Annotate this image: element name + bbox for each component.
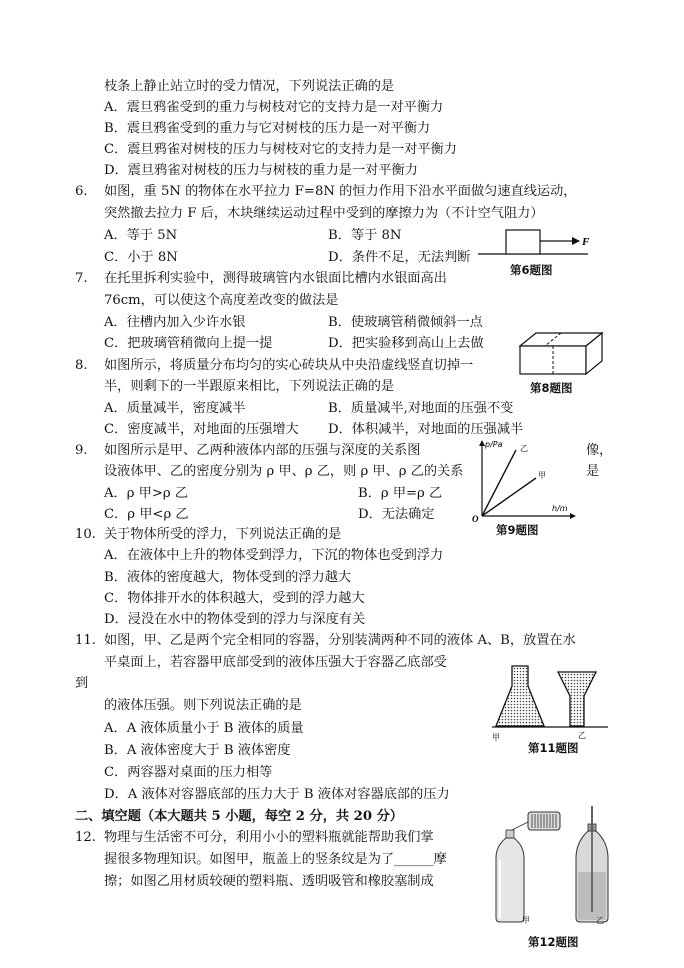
q9-stem-line2-end: 是 [586, 464, 600, 479]
q7-number: 7. [75, 271, 88, 286]
q7-option-a: A．往槽内加入少许水银 [104, 315, 246, 330]
q9-option-a: A．ρ 甲>ρ 乙 [104, 486, 189, 501]
q11-stem-line3: 到 [75, 676, 89, 691]
q6-option-c: C．小于 8N [104, 250, 178, 265]
q6-figure [478, 224, 598, 260]
q9-y-label: p/Pa [485, 440, 503, 449]
q6-option-a: A．等于 5N [104, 228, 178, 243]
q8-number: 8. [75, 358, 88, 373]
q5-option-b: B．震旦鸦雀受到的重力与它对树枝的压力是一对平衡力 [104, 121, 431, 136]
q11-containers-figure [492, 658, 612, 742]
q12-stem-line2: 握很多物理知识。如图甲，瓶盖上的竖条纹是为了______摩 [104, 852, 447, 867]
q9-stem-line1-end: 像， [586, 443, 613, 458]
q9-option-b: B．ρ 甲=ρ 乙 [358, 486, 443, 501]
q7-stem-line2: 76cm，可以使这个高度差改变的做法是 [104, 293, 339, 308]
q12-number: 12. [75, 830, 96, 845]
q5-option-d: D．震旦鸦雀对树枝的压力与树枝的重力是一对平衡力 [104, 163, 418, 178]
q8-option-c: C．密度减半，对地面的压强增大 [104, 422, 299, 437]
q11-stem-line4: 的液体压强。则下列说法正确的是 [104, 698, 302, 713]
q6-stem-line2: 突然撤去拉力 F 后，木块继续运动过程中受到的摩擦力为（不计空气阻力） [104, 206, 544, 221]
q12-stem-line3: 擦；如图乙用材质较硬的塑料瓶、透明吸管和橡胶塞制成 [104, 874, 434, 889]
q9-line-jia: 甲 [538, 471, 546, 480]
q6-force-label: F [582, 236, 590, 248]
q10-option-a: A．在液体中上升的物体受到浮力，下沉的物体也受到浮力 [104, 548, 444, 563]
q5-option-c: C．震旦鸦雀对树枝的压力与树枝对它的支持力是一对平衡力 [104, 142, 457, 157]
q8-caption: 第8题图 [530, 381, 573, 395]
q8-option-d: D．体积减半，对地面的压强减半 [328, 422, 524, 437]
q12-bottles-figure [494, 800, 624, 926]
q9-option-d: D．无法确定 [358, 507, 435, 522]
q6-stem-line1: 如图，重 5N 的物体在水平拉力 F=8N 的恒力作用下沿水平面做匀速直线运动， [104, 184, 577, 199]
q8-brick-figure [518, 330, 604, 380]
q6-caption: 第6题图 [510, 263, 553, 277]
q9-stem-line1: 如图所示是甲、乙两种液体内部的压强与深度的关系图 [104, 443, 421, 458]
q9-option-c: C．ρ 甲<ρ 乙 [104, 507, 189, 522]
q11-stem-line1: 如图，甲、乙是两个完全相同的容器，分别装满两种不同的液体 A、B，放置在水 [104, 633, 576, 648]
q10-stem: 关于物体所受的浮力，下列说法正确的是 [104, 527, 342, 542]
q6-option-d: D．条件不足，无法判断 [328, 250, 471, 265]
q12-label-yi: 乙 [596, 916, 604, 925]
q9-graph [470, 438, 580, 522]
q6-option-b: B．等于 8N [328, 228, 402, 243]
q11-label-yi: 乙 [578, 731, 586, 740]
q12-caption: 第12题图 [528, 935, 579, 949]
q11-option-a: A．A 液体质量小于 B 液体的质量 [104, 721, 304, 736]
q6-number: 6. [75, 184, 88, 199]
q8-stem-line2: 半，则剩下的一半跟原来相比，下列说法正确的是 [104, 379, 395, 394]
q8-option-b: B．质量减半,对地面的压强不变 [328, 401, 514, 416]
q11-option-d: D．A 液体对容器底部的压力大于 B 液体对容器底部的压力 [104, 787, 450, 802]
q11-option-b: B．A 液体密度大于 B 液体密度 [104, 743, 291, 758]
q10-option-d: D．浸没在水中的物体受到的浮力与深度有关 [104, 612, 366, 627]
q10-option-c: C．物体排开水的体积越大，受到的浮力越大 [104, 591, 365, 606]
q9-line-yi: 乙 [520, 444, 528, 453]
q5-option-a: A．震旦鸦雀受到的重力与树枝对它的支持力是一对平衡力 [104, 100, 444, 115]
q12-stem-line1: 物理与生活密不可分，利用小小的塑料瓶就能帮助我们掌 [104, 830, 434, 845]
q7-option-d: D．把实验移到高山上去做 [328, 336, 484, 351]
q9-x-label: h/m [552, 504, 568, 513]
q7-option-b: B．使玻璃管稍微倾斜一点 [328, 315, 483, 330]
q10-option-b: B．液体的密度越大，物体受到的浮力越大 [104, 570, 352, 585]
q11-label-jia: 甲 [492, 733, 500, 742]
q11-number: 11. [75, 633, 96, 648]
q7-option-c: C．把玻璃管稍微向上提一提 [104, 336, 273, 351]
q12-label-jia: 甲 [522, 916, 530, 925]
q9-caption: 第9题图 [496, 523, 539, 537]
q7-stem-line1: 在托里拆利实验中，测得玻璃管内水银面比槽内水银面高出 [104, 271, 447, 286]
q11-caption: 第11题图 [528, 741, 579, 755]
section-2-title: 二、填空题（本大题共 5 小题，每空 2 分，共 20 分） [75, 809, 403, 824]
q9-origin: O [472, 514, 479, 524]
q11-stem-line2: 平桌面上，若容器甲底部受到的液体压强大于容器乙底部受 [104, 655, 447, 670]
q11-option-c: C．两容器对桌面的压力相等 [104, 765, 273, 780]
q9-number: 9. [75, 443, 88, 458]
q9-stem-line2: 设液体甲、乙的密度分别为 ρ 甲、ρ 乙，则 ρ 甲、ρ 乙的关系 [104, 464, 464, 479]
q5-stem: 枝条上静止站立时的受力情况，下列说法正确的是 [104, 79, 395, 94]
q10-number: 10. [75, 527, 96, 542]
q8-option-a: A．质量减半，密度减半 [104, 401, 246, 416]
q8-stem-line1: 如图所示，将质量分布均匀的实心砖块从中央沿虚线竖直切掉一 [104, 358, 474, 373]
